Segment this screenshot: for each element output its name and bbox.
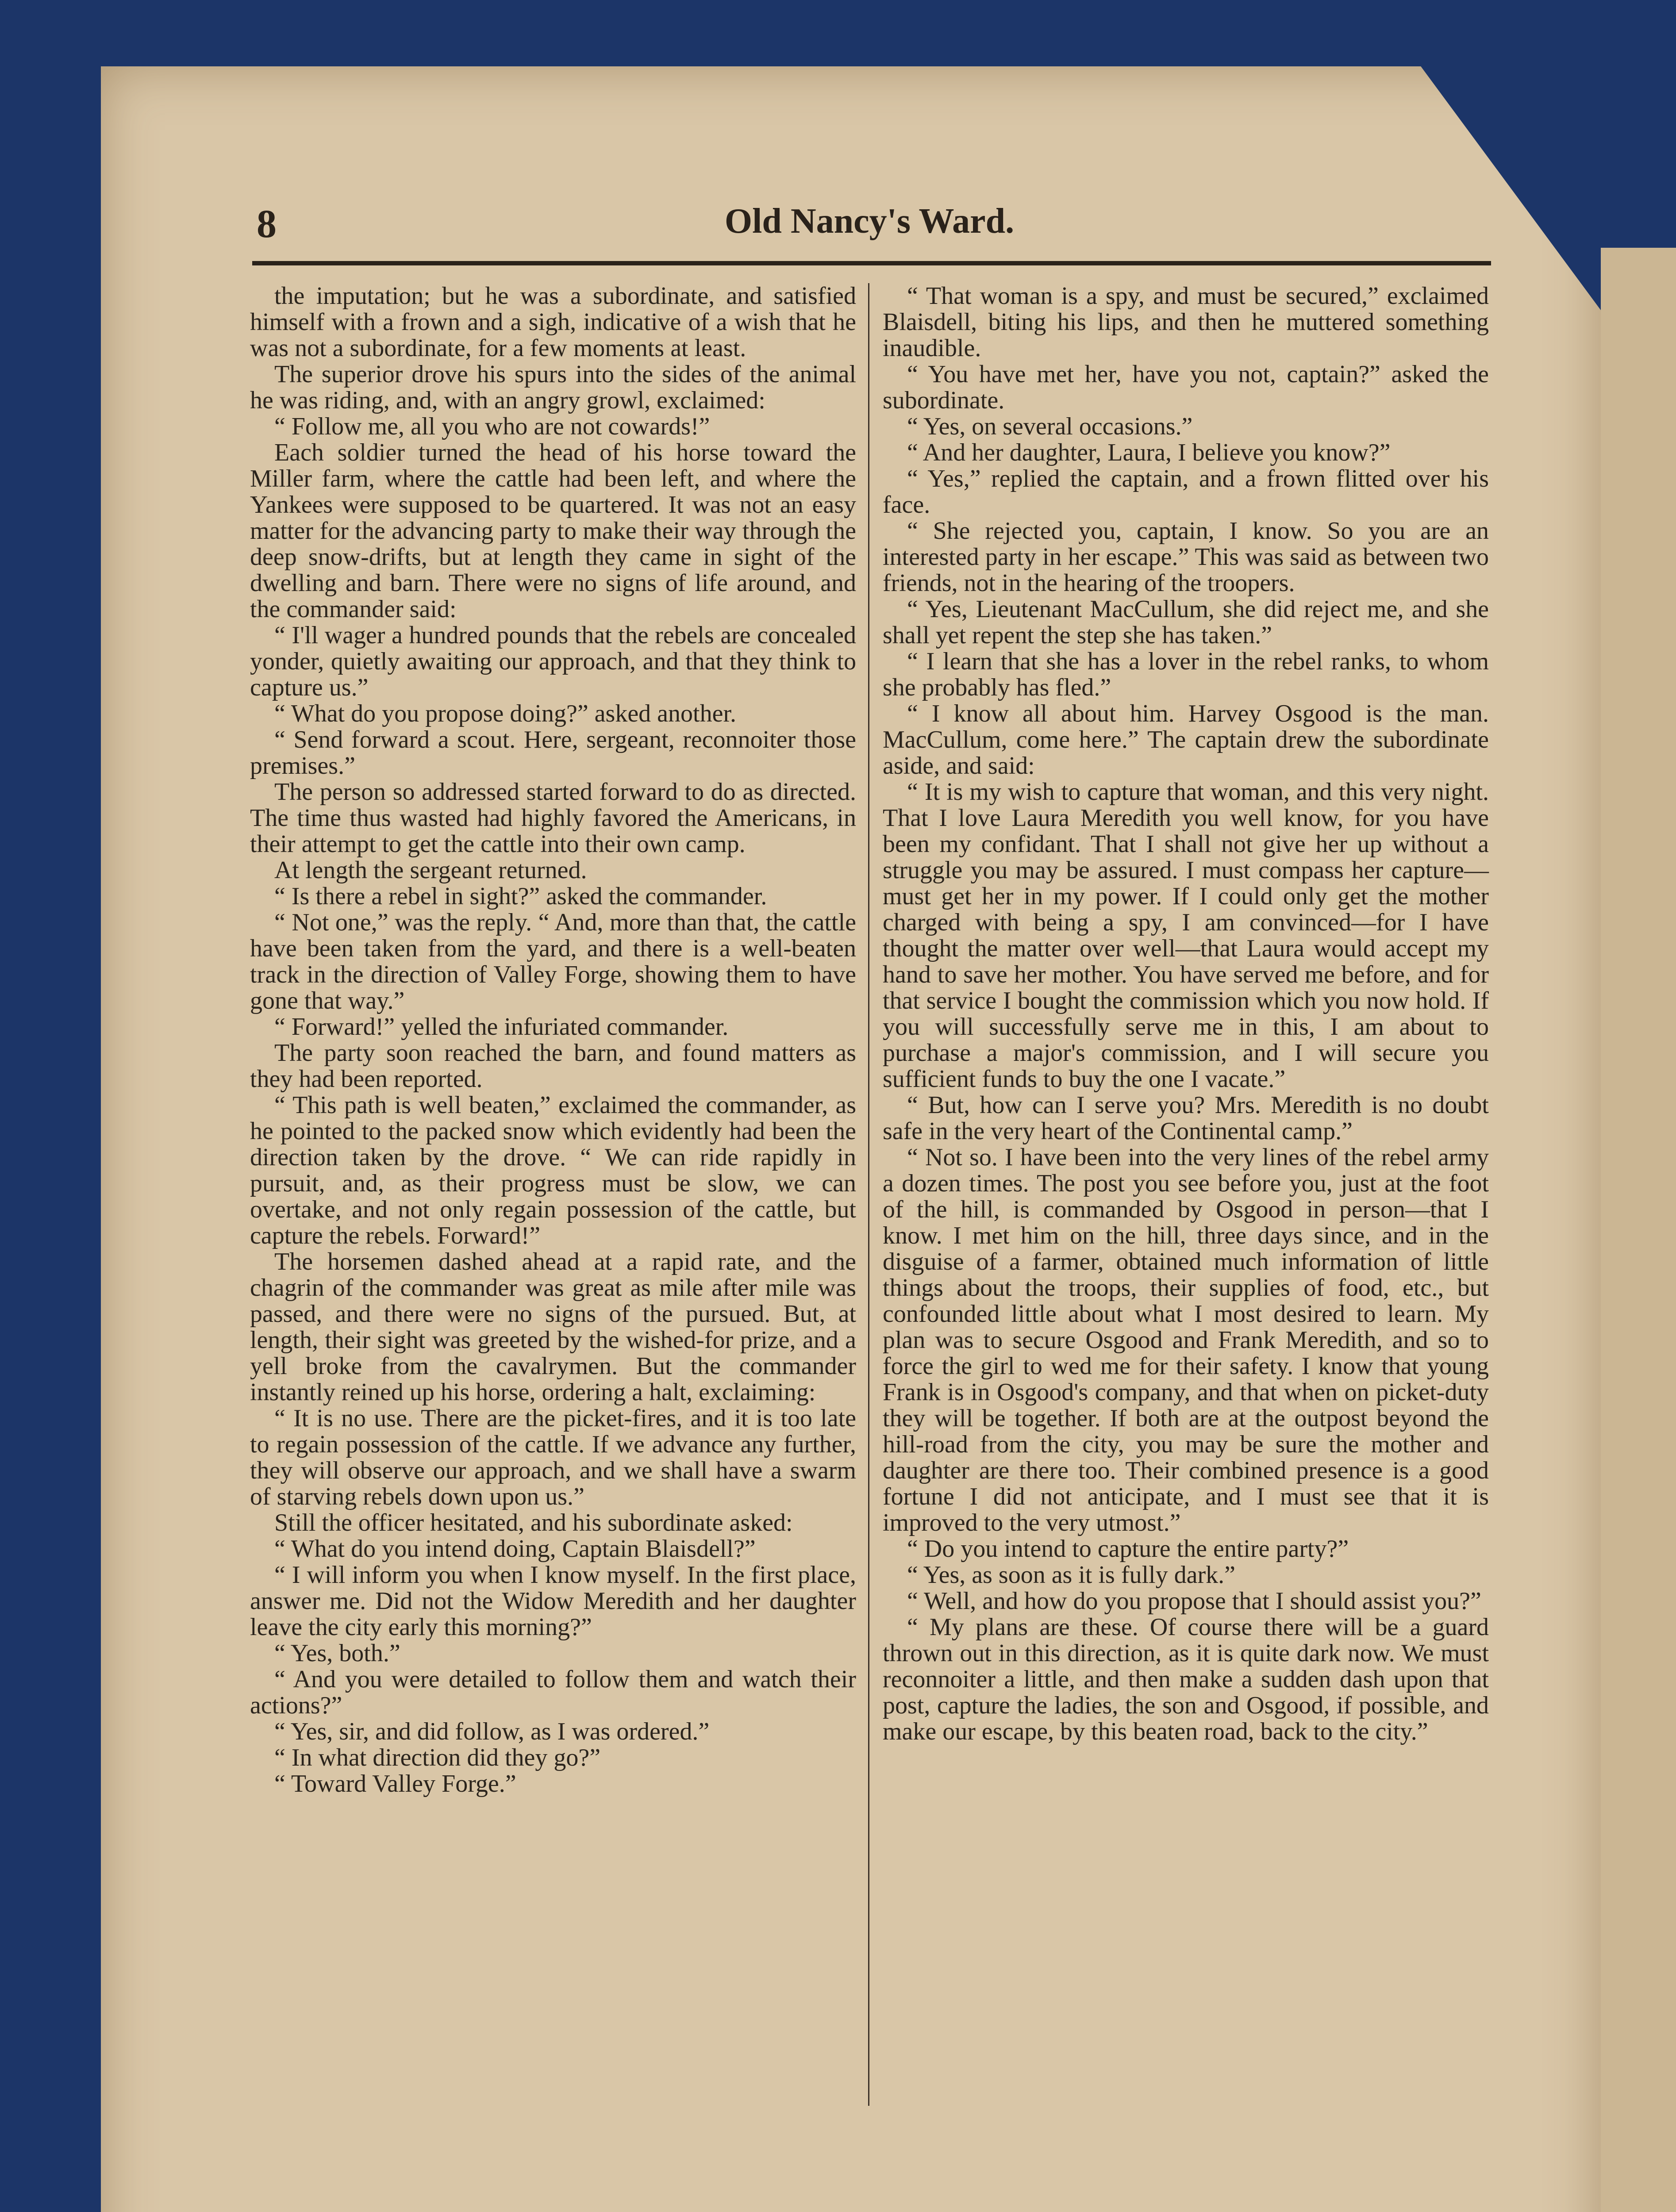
paragraph: “ That woman is a spy, and must be secured,” exclaimed Blaisdell, biting his lips, and then he muttered something inaudible. (883, 282, 1489, 362)
paragraph: The superior drove his spurs into the sides of the animal he was riding, and, with an angry growl, exclaimed: (250, 361, 856, 414)
paragraph: “ Not one,” was the reply. “ And, more than that, the cattle have been taken from the yard, and there is a well-beaten track in the direction of Valley Forge, showing them to have gone that way.” (250, 909, 856, 1014)
paragraph: “ Yes, on several occasions.” (907, 413, 1193, 440)
paragraph: “ Not so. I have been into the very lines of the rebel army a dozen times. The post you see before you, just at the foot of the hill, is commanded by Osgood in person—that I know. I met him on the hill, three days since, and in the disguise of a farmer, obtained much information of little things about the troops, their supplies of food, etc., but confounded little about what I most desired to learn. My plan was to secure Osgood and Frank Meredith, and so to force the girl to wed me for their safety. I know that young Frank is in Osgood's company, and that when on picket-duty they will be together. If both are at the outpost beyond the hill-road from the city, you may be sure the mother and daughter are there too. Their combined presence is a good fortune I did not anticipate, and I must see that it is improved to the very utmost.” (883, 1144, 1489, 1536)
paragraph: “ My plans are these. Of course there will be a guard thrown out in this direction, as it is quite dark now. We must reconnoiter a little, and then make a sudden dash upon that post, capture the ladies, the son and Osgood, if possible, and make our escape, by this beaten road, back to the city.” (883, 1613, 1489, 1745)
paragraph: The party soon reached the barn, and found matters as they had been reported. (250, 1039, 856, 1093)
paragraph: “ Do you intend to capture the entire party?” (907, 1535, 1349, 1563)
paragraph: “ I'll wager a hundred pounds that the rebels are concealed yonder, quietly awaiting our approach, and that they think to capture us.” (250, 622, 856, 701)
paragraph: “ What do you propose doing?” asked another. (274, 700, 737, 727)
paragraph: At length the sergeant returned. (274, 856, 587, 884)
paragraph: “ It is no use. There are the picket-fires, and it is too late to regain possession of the cattle. If we advance any further, they will observe our approach, and we shall have a swarm of starving rebels down upon us.” (250, 1405, 856, 1510)
paragraph: “ And her daughter, Laura, I believe you know?” (907, 439, 1391, 466)
paragraph: “ This path is well beaten,” exclaimed the commander, as he pointed to the packed snow which evidently had been the direction taken by the drove. “ We can ride rapidly in pursuit, and, as their progress must be slow, we can overtake, and not only regain possession of the cattle, but capture the rebels. Forward!” (250, 1091, 856, 1249)
paragraph: “ It is my wish to capture that woman, and this very night. That I love Laura Meredith you well know, for you have been my confidant. That I shall not give her up without a struggle you may be assured. I must compass her capture—must get her in my power. If I could only get the mother charged with being a spy, I am convinced—for I have thought the matter over well—that Laura would accept my hand to save her mother. You have served me before, and for that service I bought the commission which you now hold. If you will successfully serve me in this, I am about to purchase a major's commission, and I will secure you sufficient funds to buy the one I vacate.” (883, 778, 1489, 1093)
paragraph: “ Yes, Lieutenant MacCullum, she did reject me, and she shall yet repent the step she has taken.” (883, 595, 1489, 649)
page-number: 8 (257, 202, 277, 246)
paragraph: Each soldier turned the head of his horse toward the Miller farm, where the cattle had been left, and where the Yankees were supposed to be quartered. It was not an easy matter for the advancing party to make their way through the deep snow-drifts, but at length they came in sight of the dwelling and barn. There were no signs of life around, and the commander said: (250, 439, 856, 623)
paragraph: The horsemen dashed ahead at a rapid rate, and the chagrin of the commander was great as mile after mile was passed, and there were no signs of the pursued. But, at length, their sight was greeted by the wished-for prize, and a yell broke from the cavalrymen. But the commander instantly reined up his horse, ordering a halt, exclaiming: (250, 1248, 856, 1406)
paragraph: “ Forward!” yelled the infuriated commander. (274, 1013, 729, 1041)
paragraph: “ Well, and how do you propose that I should assist you?” (907, 1587, 1481, 1615)
paragraph: “ Follow me, all you who are not cowards!” (274, 413, 710, 440)
paragraph: “ Yes, sir, and did follow, as I was ordered.” (274, 1718, 710, 1745)
column-divider (868, 283, 869, 2106)
paragraph: the imputation; but he was a subordinate, and satisfied himself with a frown and a sigh, indicative of a wish that he was not a subordinate, for a few moments at least. (250, 282, 856, 362)
paragraph: “ But, how can I serve you? Mrs. Meredith is no doubt safe in the very heart of the Continental camp.” (883, 1091, 1489, 1145)
running-title: Old Nancy's Ward. (724, 202, 1015, 241)
paragraph: “ You have met her, have you not, captain?” asked the subordinate. (883, 361, 1489, 414)
paragraph: “ And you were detailed to follow them and watch their actions?” (250, 1666, 856, 1719)
header-rule (252, 261, 1491, 265)
paragraph: “ I will inform you when I know myself. In the first place, answer me. Did not the Widow Meredith and her daughter leave the city early this morning?” (250, 1561, 856, 1641)
page-header (257, 201, 1482, 259)
right-text-column (883, 283, 1489, 1745)
paragraph: “ I know all about him. Harvey Osgood is the man. MacCullum, come here.” The captain drew the subordinate aside, and said: (883, 700, 1489, 780)
paragraph: “ Send forward a scout. Here, sergeant, reconnoiter those premises.” (250, 726, 856, 780)
paragraph: “ In what direction did they go?” (274, 1744, 601, 1771)
paragraph: “ I learn that she has a lover in the rebel ranks, to whom she probably has fled.” (883, 648, 1489, 701)
paragraph: “ What do you intend doing, Captain Blaisdell?” (274, 1535, 756, 1563)
paragraph: “ Yes,” replied the captain, and a frown flitted over his face. (883, 465, 1489, 518)
paragraph: “ Yes, as soon as it is fully dark.” (907, 1561, 1235, 1589)
paragraph: The person so addressed started forward to do as directed. The time thus wasted had highly favored the Americans, in their attempt to get the cattle into their own camp. (250, 778, 856, 858)
left-text-column (250, 283, 856, 1797)
paragraph: “ Yes, both.” (274, 1640, 400, 1667)
adjacent-page-edge (1601, 248, 1676, 2212)
paragraph: Still the officer hesitated, and his subordinate asked: (274, 1509, 793, 1536)
paragraph: “ Toward Valley Forge.” (274, 1770, 516, 1797)
paragraph: “ She rejected you, captain, I know. So you are an interested party in her escape.” This was said as between two friends, not in the hearing of the troopers. (883, 517, 1489, 597)
paragraph: “ Is there a rebel in sight?” asked the commander. (274, 883, 767, 910)
